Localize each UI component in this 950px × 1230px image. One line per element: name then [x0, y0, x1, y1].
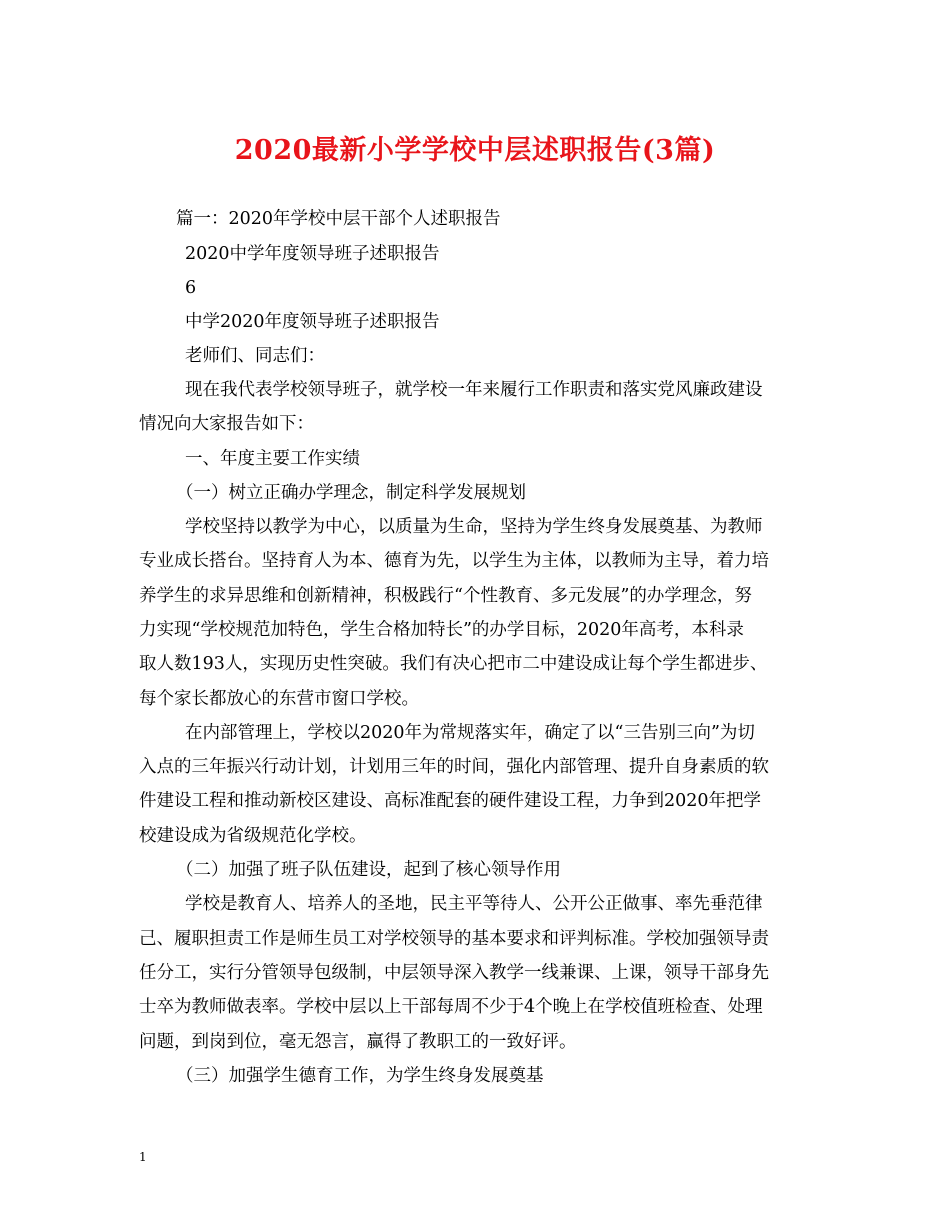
text-line: 中学2020年度领导班子述职报告 — [185, 312, 440, 332]
text-line: 情况向大家报告如下： — [139, 414, 314, 434]
document-title: 2020最新小学学校中层述职报告(3篇) — [234, 135, 716, 166]
page-number: 1 — [139, 1150, 147, 1164]
text-line: 在内部管理上，学校以2020年为常规落实年，确定了以“三告别三向”为切 — [185, 723, 755, 743]
text-line: 6 — [185, 278, 197, 298]
text-line: 老师们、同志们： — [185, 346, 325, 366]
text-line: 力实现“学校规范加特色，学生合格加特长”的办学目标，2020年高考，本科录 — [139, 620, 744, 640]
text-line: 2020中学年度领导班子述职报告 — [185, 244, 440, 264]
text-line: 一、年度主要工作实绩 — [185, 449, 360, 469]
text-line: 专业成长搭台。坚持育人为本、德育为先，以学生为主体，以教师为主导，着力培 — [139, 551, 769, 571]
text-line: 己、履职担责工作是师生员工对学校领导的基本要求和评判标准。学校加强领导责 — [139, 929, 769, 949]
text-line: 现在我代表学校领导班子，就学校一年来履行工作职责和落实党风廉政建设 — [185, 380, 763, 400]
text-line: 每个家长都放心的东营市窗口学校。 — [139, 689, 419, 709]
text-line: 养学生的求异思维和创新精神，积极践行“个性教育、多元发展”的办学理念，努 — [139, 586, 752, 606]
text-line: （二）加强了班子队伍建设，起到了核心领导作用 — [176, 860, 561, 880]
text-line: 任分工，实行分管领导包级制，中层领导深入教学一线兼课、上课，领导干部身先 — [139, 963, 769, 983]
text-line: 学校坚持以教学为中心，以质量为生命，坚持为学生终身发展奠基、为教师 — [185, 517, 763, 537]
text-line: 问题，到岗到位，毫无怨言，赢得了教职工的一致好评。 — [139, 1032, 577, 1052]
text-line: 篇一：2020年学校中层干部个人述职报告 — [176, 209, 501, 229]
text-line: （一）树立正确办学理念，制定科学发展规划 — [176, 483, 526, 503]
text-line: 件建设工程和推动新校区建设、高标准配套的硬件建设工程，力争到2020年把学 — [139, 791, 762, 811]
text-line: （三）加强学生德育工作，为学生终身发展奠基 — [176, 1066, 544, 1086]
text-line: 取人数193人，实现历史性突破。我们有决心把市二中建设成让每个学生都进步、 — [139, 654, 768, 674]
text-line: 学校是教育人、培养人的圣地，民主平等待人、公开公正做事、率先垂范律 — [185, 894, 763, 914]
text-line: 入点的三年振兴行动计划，计划用三年的时间，强化内部管理、提升自身素质的软 — [139, 757, 769, 777]
text-line: 士卒为教师做表率。学校中层以上干部每周不少于4个晚上在学校值班检查、处理 — [139, 997, 763, 1017]
text-line: 校建设成为省级规范化学校。 — [139, 826, 367, 846]
